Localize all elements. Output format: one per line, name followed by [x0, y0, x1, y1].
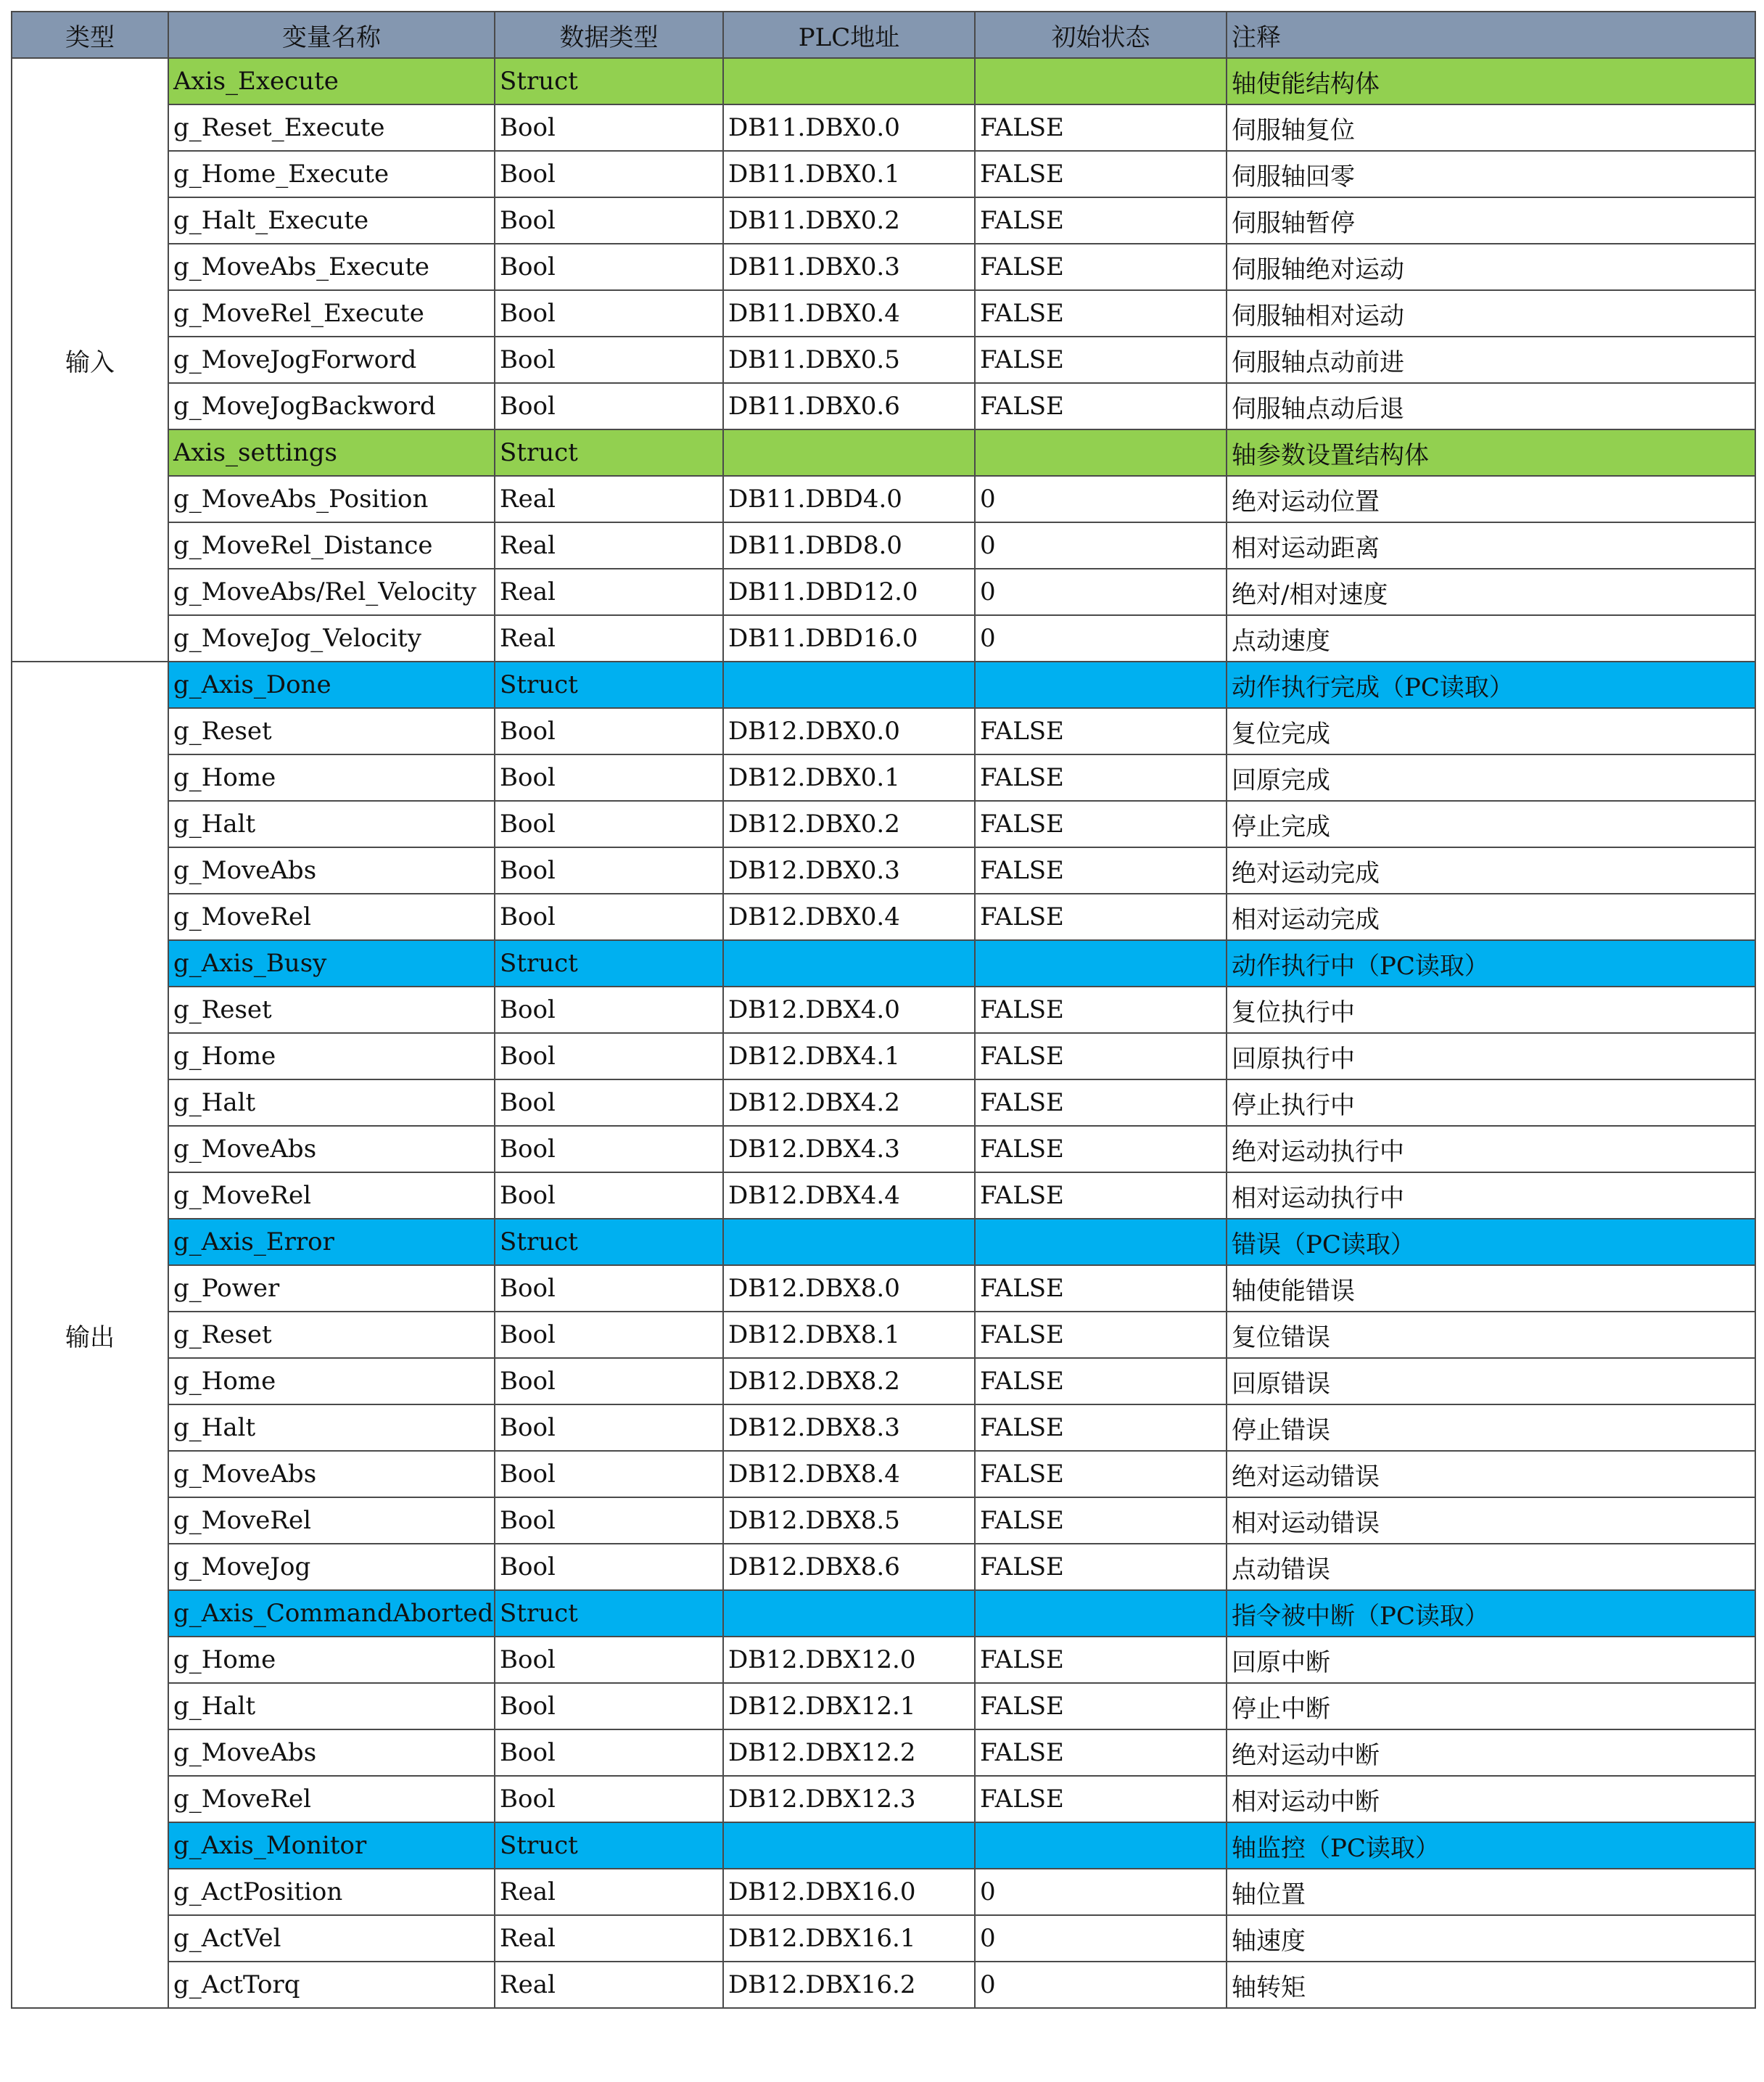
variable-name-cell[interactable]: Axis_Execute	[168, 58, 495, 104]
data-type-cell[interactable]: Struct	[495, 429, 723, 476]
initial-state-cell[interactable]: 0	[975, 1962, 1227, 2008]
variable-name-cell[interactable]: g_MoveRel_Execute	[168, 290, 495, 337]
plc-address-cell[interactable]: DB11.DBX0.2	[723, 197, 975, 244]
data-type-cell[interactable]: Bool	[495, 1776, 723, 1822]
header-initial-state[interactable]: 初始状态	[975, 12, 1227, 58]
comment-cell[interactable]: 动作执行中（PC读取）	[1227, 940, 1755, 987]
initial-state-cell[interactable]: 0	[975, 1915, 1227, 1962]
initial-state-cell[interactable]: FALSE	[975, 1683, 1227, 1729]
variable-name-cell[interactable]: g_ActVel	[168, 1915, 495, 1962]
comment-cell[interactable]: 回原错误	[1227, 1358, 1755, 1404]
plc-address-cell[interactable]: DB12.DBX8.6	[723, 1544, 975, 1590]
data-type-cell[interactable]: Struct	[495, 1590, 723, 1637]
plc-address-cell[interactable]: DB12.DBX0.3	[723, 847, 975, 894]
table-row	[12, 522, 1755, 569]
table-row	[12, 1033, 1755, 1079]
table-row	[12, 1637, 1755, 1683]
plc-address-cell[interactable]: DB11.DBX0.4	[723, 290, 975, 337]
comment-cell[interactable]: 复位完成	[1227, 708, 1755, 754]
data-type-cell[interactable]: Bool	[495, 1729, 723, 1776]
table-row	[12, 1915, 1755, 1962]
data-type-cell[interactable]: Bool	[495, 1079, 723, 1126]
header-variable-name[interactable]: 变量名称	[168, 12, 495, 58]
data-type-cell[interactable]: Bool	[495, 1451, 723, 1497]
category-cell[interactable]: 输入	[12, 58, 168, 662]
plc-address-cell[interactable]: DB12.DBX4.3	[723, 1126, 975, 1172]
plc-address-cell[interactable]: DB12.DBX12.1	[723, 1683, 975, 1729]
plc-address-cell[interactable]	[723, 429, 975, 476]
variable-name-cell[interactable]: g_MoveAbs/Rel_Velocity	[168, 569, 495, 615]
table-row	[12, 987, 1755, 1033]
plc-address-cell[interactable]: DB11.DBX0.0	[723, 104, 975, 151]
comment-cell[interactable]: 绝对运动错误	[1227, 1451, 1755, 1497]
variable-name-cell[interactable]: Axis_settings	[168, 429, 495, 476]
variable-name-cell[interactable]: g_Reset	[168, 708, 495, 754]
plc-address-cell[interactable]: DB11.DBD8.0	[723, 522, 975, 569]
comment-cell[interactable]: 伺服轴点动后退	[1227, 383, 1755, 429]
variable-name-cell[interactable]: g_Home	[168, 1033, 495, 1079]
data-type-cell[interactable]: Bool	[495, 197, 723, 244]
initial-state-cell[interactable]: FALSE	[975, 104, 1227, 151]
variable-name-cell[interactable]: g_Halt	[168, 1683, 495, 1729]
data-type-cell[interactable]: Bool	[495, 1683, 723, 1729]
initial-state-cell[interactable]: FALSE	[975, 244, 1227, 290]
table-row	[12, 1265, 1755, 1312]
comment-cell[interactable]: 回原中断	[1227, 1637, 1755, 1683]
plc-address-cell[interactable]: DB12.DBX4.0	[723, 987, 975, 1033]
variable-name-cell[interactable]: g_Axis_Busy	[168, 940, 495, 987]
comment-cell[interactable]: 绝对运动位置	[1227, 476, 1755, 522]
data-type-cell[interactable]: Bool	[495, 337, 723, 383]
variable-name-cell[interactable]: g_MoveJog_Velocity	[168, 615, 495, 662]
plc-address-cell[interactable]: DB12.DBX12.0	[723, 1637, 975, 1683]
variable-name-cell[interactable]: g_ActTorq	[168, 1962, 495, 2008]
data-type-cell[interactable]: Bool	[495, 1497, 723, 1544]
comment-cell[interactable]: 轴使能结构体	[1227, 58, 1755, 104]
initial-state-cell[interactable]: 0	[975, 522, 1227, 569]
initial-state-cell[interactable]	[975, 1822, 1227, 1869]
initial-state-cell[interactable]: FALSE	[975, 1451, 1227, 1497]
plc-address-cell[interactable]: DB11.DBX0.6	[723, 383, 975, 429]
comment-cell[interactable]: 错误（PC读取）	[1227, 1219, 1755, 1265]
data-type-cell[interactable]: Real	[495, 569, 723, 615]
variable-name-cell[interactable]: g_Home	[168, 754, 495, 801]
plc-address-cell[interactable]: DB12.DBX0.1	[723, 754, 975, 801]
variable-name-cell[interactable]: g_Halt	[168, 801, 495, 847]
variable-name-cell[interactable]: g_Reset_Execute	[168, 104, 495, 151]
data-type-cell[interactable]: Bool	[495, 104, 723, 151]
initial-state-cell[interactable]	[975, 1219, 1227, 1265]
plc-address-cell[interactable]: DB12.DBX12.3	[723, 1776, 975, 1822]
variable-name-cell[interactable]: g_Axis_CommandAborted	[168, 1590, 495, 1637]
plc-address-cell[interactable]: DB12.DBX16.1	[723, 1915, 975, 1962]
table-row	[12, 1358, 1755, 1404]
initial-state-cell[interactable]: FALSE	[975, 1497, 1227, 1544]
initial-state-cell[interactable]: FALSE	[975, 987, 1227, 1033]
variable-name-cell[interactable]: g_Home_Execute	[168, 151, 495, 197]
table-row	[12, 337, 1755, 383]
table-row	[12, 847, 1755, 894]
plc-address-cell[interactable]: DB12.DBX12.2	[723, 1729, 975, 1776]
data-type-cell[interactable]: Bool	[495, 383, 723, 429]
table-row	[12, 104, 1755, 151]
plc-address-cell[interactable]: DB12.DBX0.2	[723, 801, 975, 847]
initial-state-cell[interactable]: FALSE	[975, 1729, 1227, 1776]
plc-address-cell[interactable]	[723, 662, 975, 708]
comment-cell[interactable]: 停止中断	[1227, 1683, 1755, 1729]
table-row	[12, 1683, 1755, 1729]
table-row	[12, 754, 1755, 801]
plc-address-cell[interactable]: DB12.DBX4.1	[723, 1033, 975, 1079]
comment-cell[interactable]: 回原完成	[1227, 754, 1755, 801]
table-row	[12, 894, 1755, 940]
plc-address-cell[interactable]: DB11.DBD12.0	[723, 569, 975, 615]
table-row	[12, 615, 1755, 662]
comment-cell[interactable]: 伺服轴复位	[1227, 104, 1755, 151]
variable-name-cell[interactable]: g_MoveAbs	[168, 1729, 495, 1776]
data-type-cell[interactable]: Real	[495, 1962, 723, 2008]
variable-name-cell[interactable]: g_MoveAbs	[168, 847, 495, 894]
variable-name-cell[interactable]: g_MoveJogBackword	[168, 383, 495, 429]
data-type-cell[interactable]: Real	[495, 522, 723, 569]
data-type-cell[interactable]: Bool	[495, 1358, 723, 1404]
data-type-cell[interactable]: Bool	[495, 290, 723, 337]
initial-state-cell[interactable]: FALSE	[975, 1358, 1227, 1404]
comment-cell[interactable]: 复位错误	[1227, 1312, 1755, 1358]
variable-name-cell[interactable]: g_Axis_Monitor	[168, 1822, 495, 1869]
data-type-cell[interactable]: Bool	[495, 1404, 723, 1451]
table-row	[12, 1451, 1755, 1497]
initial-state-cell[interactable]: FALSE	[975, 801, 1227, 847]
variable-name-cell[interactable]: g_MoveJogForword	[168, 337, 495, 383]
struct-group-row	[12, 1219, 1755, 1265]
comment-cell[interactable]: 指令被中断（PC读取）	[1227, 1590, 1755, 1637]
header-plc-address[interactable]: PLC地址	[723, 12, 975, 58]
data-type-cell[interactable]: Bool	[495, 754, 723, 801]
variable-name-cell[interactable]: g_MoveRel	[168, 1497, 495, 1544]
data-type-cell[interactable]: Bool	[495, 151, 723, 197]
initial-state-cell[interactable]	[975, 662, 1227, 708]
plc-address-cell[interactable]	[723, 1219, 975, 1265]
variable-table	[11, 11, 1756, 2009]
plc-address-cell[interactable]	[723, 1590, 975, 1637]
initial-state-cell[interactable]: 0	[975, 1869, 1227, 1915]
data-type-cell[interactable]: Bool	[495, 244, 723, 290]
initial-state-cell[interactable]: FALSE	[975, 197, 1227, 244]
table-row	[12, 290, 1755, 337]
plc-address-cell[interactable]: DB12.DBX16.2	[723, 1962, 975, 2008]
header-data-type[interactable]: 数据类型	[495, 12, 723, 58]
table-row	[12, 1544, 1755, 1590]
initial-state-cell[interactable]	[975, 58, 1227, 104]
comment-cell[interactable]: 点动错误	[1227, 1544, 1755, 1590]
initial-state-cell[interactable]: FALSE	[975, 1033, 1227, 1079]
initial-state-cell[interactable]: 0	[975, 615, 1227, 662]
comment-cell[interactable]: 伺服轴点动前进	[1227, 337, 1755, 383]
plc-address-cell[interactable]: DB11.DBD16.0	[723, 615, 975, 662]
comment-cell[interactable]: 相对运动距离	[1227, 522, 1755, 569]
data-type-cell[interactable]: Struct	[495, 58, 723, 104]
struct-group-row	[12, 940, 1755, 987]
initial-state-cell[interactable]: FALSE	[975, 1312, 1227, 1358]
table-row	[12, 708, 1755, 754]
comment-cell[interactable]: 轴速度	[1227, 1915, 1755, 1962]
header-type[interactable]: 类型	[12, 12, 168, 58]
data-type-cell[interactable]: Struct	[495, 662, 723, 708]
comment-cell[interactable]: 停止完成	[1227, 801, 1755, 847]
initial-state-cell[interactable]: FALSE	[975, 1404, 1227, 1451]
comment-cell[interactable]: 绝对运动执行中	[1227, 1126, 1755, 1172]
variable-name-cell[interactable]: g_Halt	[168, 1079, 495, 1126]
initial-state-cell[interactable]: FALSE	[975, 1172, 1227, 1219]
struct-group-row	[12, 58, 1755, 104]
data-type-cell[interactable]: Bool	[495, 708, 723, 754]
table-row	[12, 244, 1755, 290]
initial-state-cell[interactable]: 0	[975, 476, 1227, 522]
plc-address-cell[interactable]: DB12.DBX4.4	[723, 1172, 975, 1219]
plc-address-cell[interactable]: DB11.DBX0.5	[723, 337, 975, 383]
comment-cell[interactable]: 伺服轴暂停	[1227, 197, 1755, 244]
table-row	[12, 1962, 1755, 2008]
table-row	[12, 476, 1755, 522]
data-type-cell[interactable]: Bool	[495, 847, 723, 894]
comment-cell[interactable]: 轴监控（PC读取）	[1227, 1822, 1755, 1869]
plc-address-cell[interactable]: DB12.DBX8.4	[723, 1451, 975, 1497]
table-row	[12, 1776, 1755, 1822]
variable-name-cell[interactable]: g_Axis_Error	[168, 1219, 495, 1265]
initial-state-cell[interactable]: FALSE	[975, 1265, 1227, 1312]
data-type-cell[interactable]: Struct	[495, 1822, 723, 1869]
initial-state-cell[interactable]: FALSE	[975, 290, 1227, 337]
initial-state-cell[interactable]: FALSE	[975, 383, 1227, 429]
table-row	[12, 1497, 1755, 1544]
struct-group-row	[12, 662, 1755, 708]
table-body	[12, 58, 1755, 2008]
initial-state-cell[interactable]: FALSE	[975, 754, 1227, 801]
comment-cell[interactable]: 轴参数设置结构体	[1227, 429, 1755, 476]
comment-cell[interactable]: 伺服轴相对运动	[1227, 290, 1755, 337]
data-type-cell[interactable]: Struct	[495, 1219, 723, 1265]
comment-cell[interactable]: 伺服轴绝对运动	[1227, 244, 1755, 290]
initial-state-cell[interactable]: FALSE	[975, 894, 1227, 940]
variable-name-cell[interactable]: g_MoveAbs	[168, 1126, 495, 1172]
data-type-cell[interactable]: Struct	[495, 940, 723, 987]
plc-address-cell[interactable]: DB12.DBX8.5	[723, 1497, 975, 1544]
plc-address-cell[interactable]: DB11.DBD4.0	[723, 476, 975, 522]
data-type-cell[interactable]: Bool	[495, 1637, 723, 1683]
initial-state-cell[interactable]	[975, 1590, 1227, 1637]
comment-cell[interactable]: 绝对运动完成	[1227, 847, 1755, 894]
initial-state-cell[interactable]	[975, 429, 1227, 476]
variable-name-cell[interactable]: g_MoveRel	[168, 1776, 495, 1822]
comment-cell[interactable]: 停止执行中	[1227, 1079, 1755, 1126]
comment-cell[interactable]: 相对运动错误	[1227, 1497, 1755, 1544]
data-type-cell[interactable]: Bool	[495, 801, 723, 847]
plc-address-cell[interactable]: DB12.DBX8.2	[723, 1358, 975, 1404]
variable-name-cell[interactable]: g_Home	[168, 1358, 495, 1404]
table-row	[12, 383, 1755, 429]
data-type-cell[interactable]: Real	[495, 476, 723, 522]
initial-state-cell[interactable]: 0	[975, 569, 1227, 615]
initial-state-cell[interactable]	[975, 940, 1227, 987]
table-row	[12, 569, 1755, 615]
plc-address-cell[interactable]: DB11.DBX0.1	[723, 151, 975, 197]
data-type-cell[interactable]: Real	[495, 1869, 723, 1915]
initial-state-cell[interactable]: FALSE	[975, 1776, 1227, 1822]
comment-cell[interactable]: 绝对/相对速度	[1227, 569, 1755, 615]
comment-cell[interactable]: 相对运动中断	[1227, 1776, 1755, 1822]
table-row	[12, 1312, 1755, 1358]
plc-address-cell[interactable]: DB12.DBX0.4	[723, 894, 975, 940]
plc-address-cell[interactable]: DB12.DBX8.1	[723, 1312, 975, 1358]
table-row	[12, 1869, 1755, 1915]
plc-address-cell[interactable]: DB11.DBX0.3	[723, 244, 975, 290]
variable-name-cell[interactable]: g_MoveJog	[168, 1544, 495, 1590]
plc-address-cell[interactable]	[723, 1822, 975, 1869]
plc-address-cell[interactable]: DB12.DBX0.0	[723, 708, 975, 754]
initial-state-cell[interactable]: FALSE	[975, 847, 1227, 894]
comment-cell[interactable]: 轴位置	[1227, 1869, 1755, 1915]
variable-name-cell[interactable]: g_Halt_Execute	[168, 197, 495, 244]
variable-name-cell[interactable]: g_ActPosition	[168, 1869, 495, 1915]
variable-name-cell[interactable]: g_Reset	[168, 987, 495, 1033]
variable-name-cell[interactable]: g_Power	[168, 1265, 495, 1312]
plc-address-cell[interactable]	[723, 940, 975, 987]
table-row	[12, 1729, 1755, 1776]
table-row	[12, 1404, 1755, 1451]
comment-cell[interactable]: 点动速度	[1227, 615, 1755, 662]
data-type-cell[interactable]: Bool	[495, 1544, 723, 1590]
initial-state-cell[interactable]: FALSE	[975, 1637, 1227, 1683]
data-type-cell[interactable]: Bool	[495, 1312, 723, 1358]
header-comment[interactable]: 注释	[1227, 12, 1755, 58]
data-type-cell[interactable]: Bool	[495, 987, 723, 1033]
table-row	[12, 197, 1755, 244]
struct-group-row	[12, 1590, 1755, 1637]
table-row	[12, 1126, 1755, 1172]
table-row	[12, 801, 1755, 847]
initial-state-cell[interactable]: FALSE	[975, 708, 1227, 754]
initial-state-cell[interactable]: FALSE	[975, 151, 1227, 197]
variable-name-cell[interactable]: g_MoveRel_Distance	[168, 522, 495, 569]
comment-cell[interactable]: 回原执行中	[1227, 1033, 1755, 1079]
variable-name-cell[interactable]: g_MoveAbs_Position	[168, 476, 495, 522]
struct-group-row	[12, 429, 1755, 476]
initial-state-cell[interactable]: FALSE	[975, 1126, 1227, 1172]
comment-cell[interactable]: 轴转矩	[1227, 1962, 1755, 2008]
table-row	[12, 1079, 1755, 1126]
initial-state-cell[interactable]: FALSE	[975, 337, 1227, 383]
comment-cell[interactable]: 动作执行完成（PC读取）	[1227, 662, 1755, 708]
data-type-cell[interactable]: Bool	[495, 1126, 723, 1172]
variable-name-cell[interactable]: g_MoveAbs	[168, 1451, 495, 1497]
comment-cell[interactable]: 复位执行中	[1227, 987, 1755, 1033]
variable-name-cell[interactable]: g_Reset	[168, 1312, 495, 1358]
comment-cell[interactable]: 停止错误	[1227, 1404, 1755, 1451]
variable-name-cell[interactable]: g_MoveRel	[168, 894, 495, 940]
comment-cell[interactable]: 绝对运动中断	[1227, 1729, 1755, 1776]
plc-address-cell[interactable]: DB12.DBX8.0	[723, 1265, 975, 1312]
variable-name-cell[interactable]: g_Axis_Done	[168, 662, 495, 708]
table-row	[12, 151, 1755, 197]
initial-state-cell[interactable]: FALSE	[975, 1079, 1227, 1126]
plc-address-cell[interactable]: DB12.DBX4.2	[723, 1079, 975, 1126]
variable-name-cell[interactable]: g_Halt	[168, 1404, 495, 1451]
initial-state-cell[interactable]: FALSE	[975, 1544, 1227, 1590]
comment-cell[interactable]: 伺服轴回零	[1227, 151, 1755, 197]
variable-name-cell[interactable]: g_MoveAbs_Execute	[168, 244, 495, 290]
header-row	[12, 12, 1755, 58]
comment-cell[interactable]: 相对运动执行中	[1227, 1172, 1755, 1219]
category-cell[interactable]: 输出	[12, 662, 168, 2008]
plc-address-cell[interactable]: DB12.DBX8.3	[723, 1404, 975, 1451]
data-type-cell[interactable]: Bool	[495, 1033, 723, 1079]
variable-name-cell[interactable]: g_Home	[168, 1637, 495, 1683]
data-type-cell[interactable]: Bool	[495, 894, 723, 940]
data-type-cell[interactable]: Real	[495, 615, 723, 662]
variable-name-cell[interactable]: g_MoveRel	[168, 1172, 495, 1219]
plc-address-cell[interactable]	[723, 58, 975, 104]
data-type-cell[interactable]: Real	[495, 1915, 723, 1962]
comment-cell[interactable]: 相对运动完成	[1227, 894, 1755, 940]
data-type-cell[interactable]: Bool	[495, 1265, 723, 1312]
struct-group-row	[12, 1822, 1755, 1869]
table-row	[12, 1172, 1755, 1219]
plc-address-cell[interactable]: DB12.DBX16.0	[723, 1869, 975, 1915]
data-type-cell[interactable]: Bool	[495, 1172, 723, 1219]
comment-cell[interactable]: 轴使能错误	[1227, 1265, 1755, 1312]
